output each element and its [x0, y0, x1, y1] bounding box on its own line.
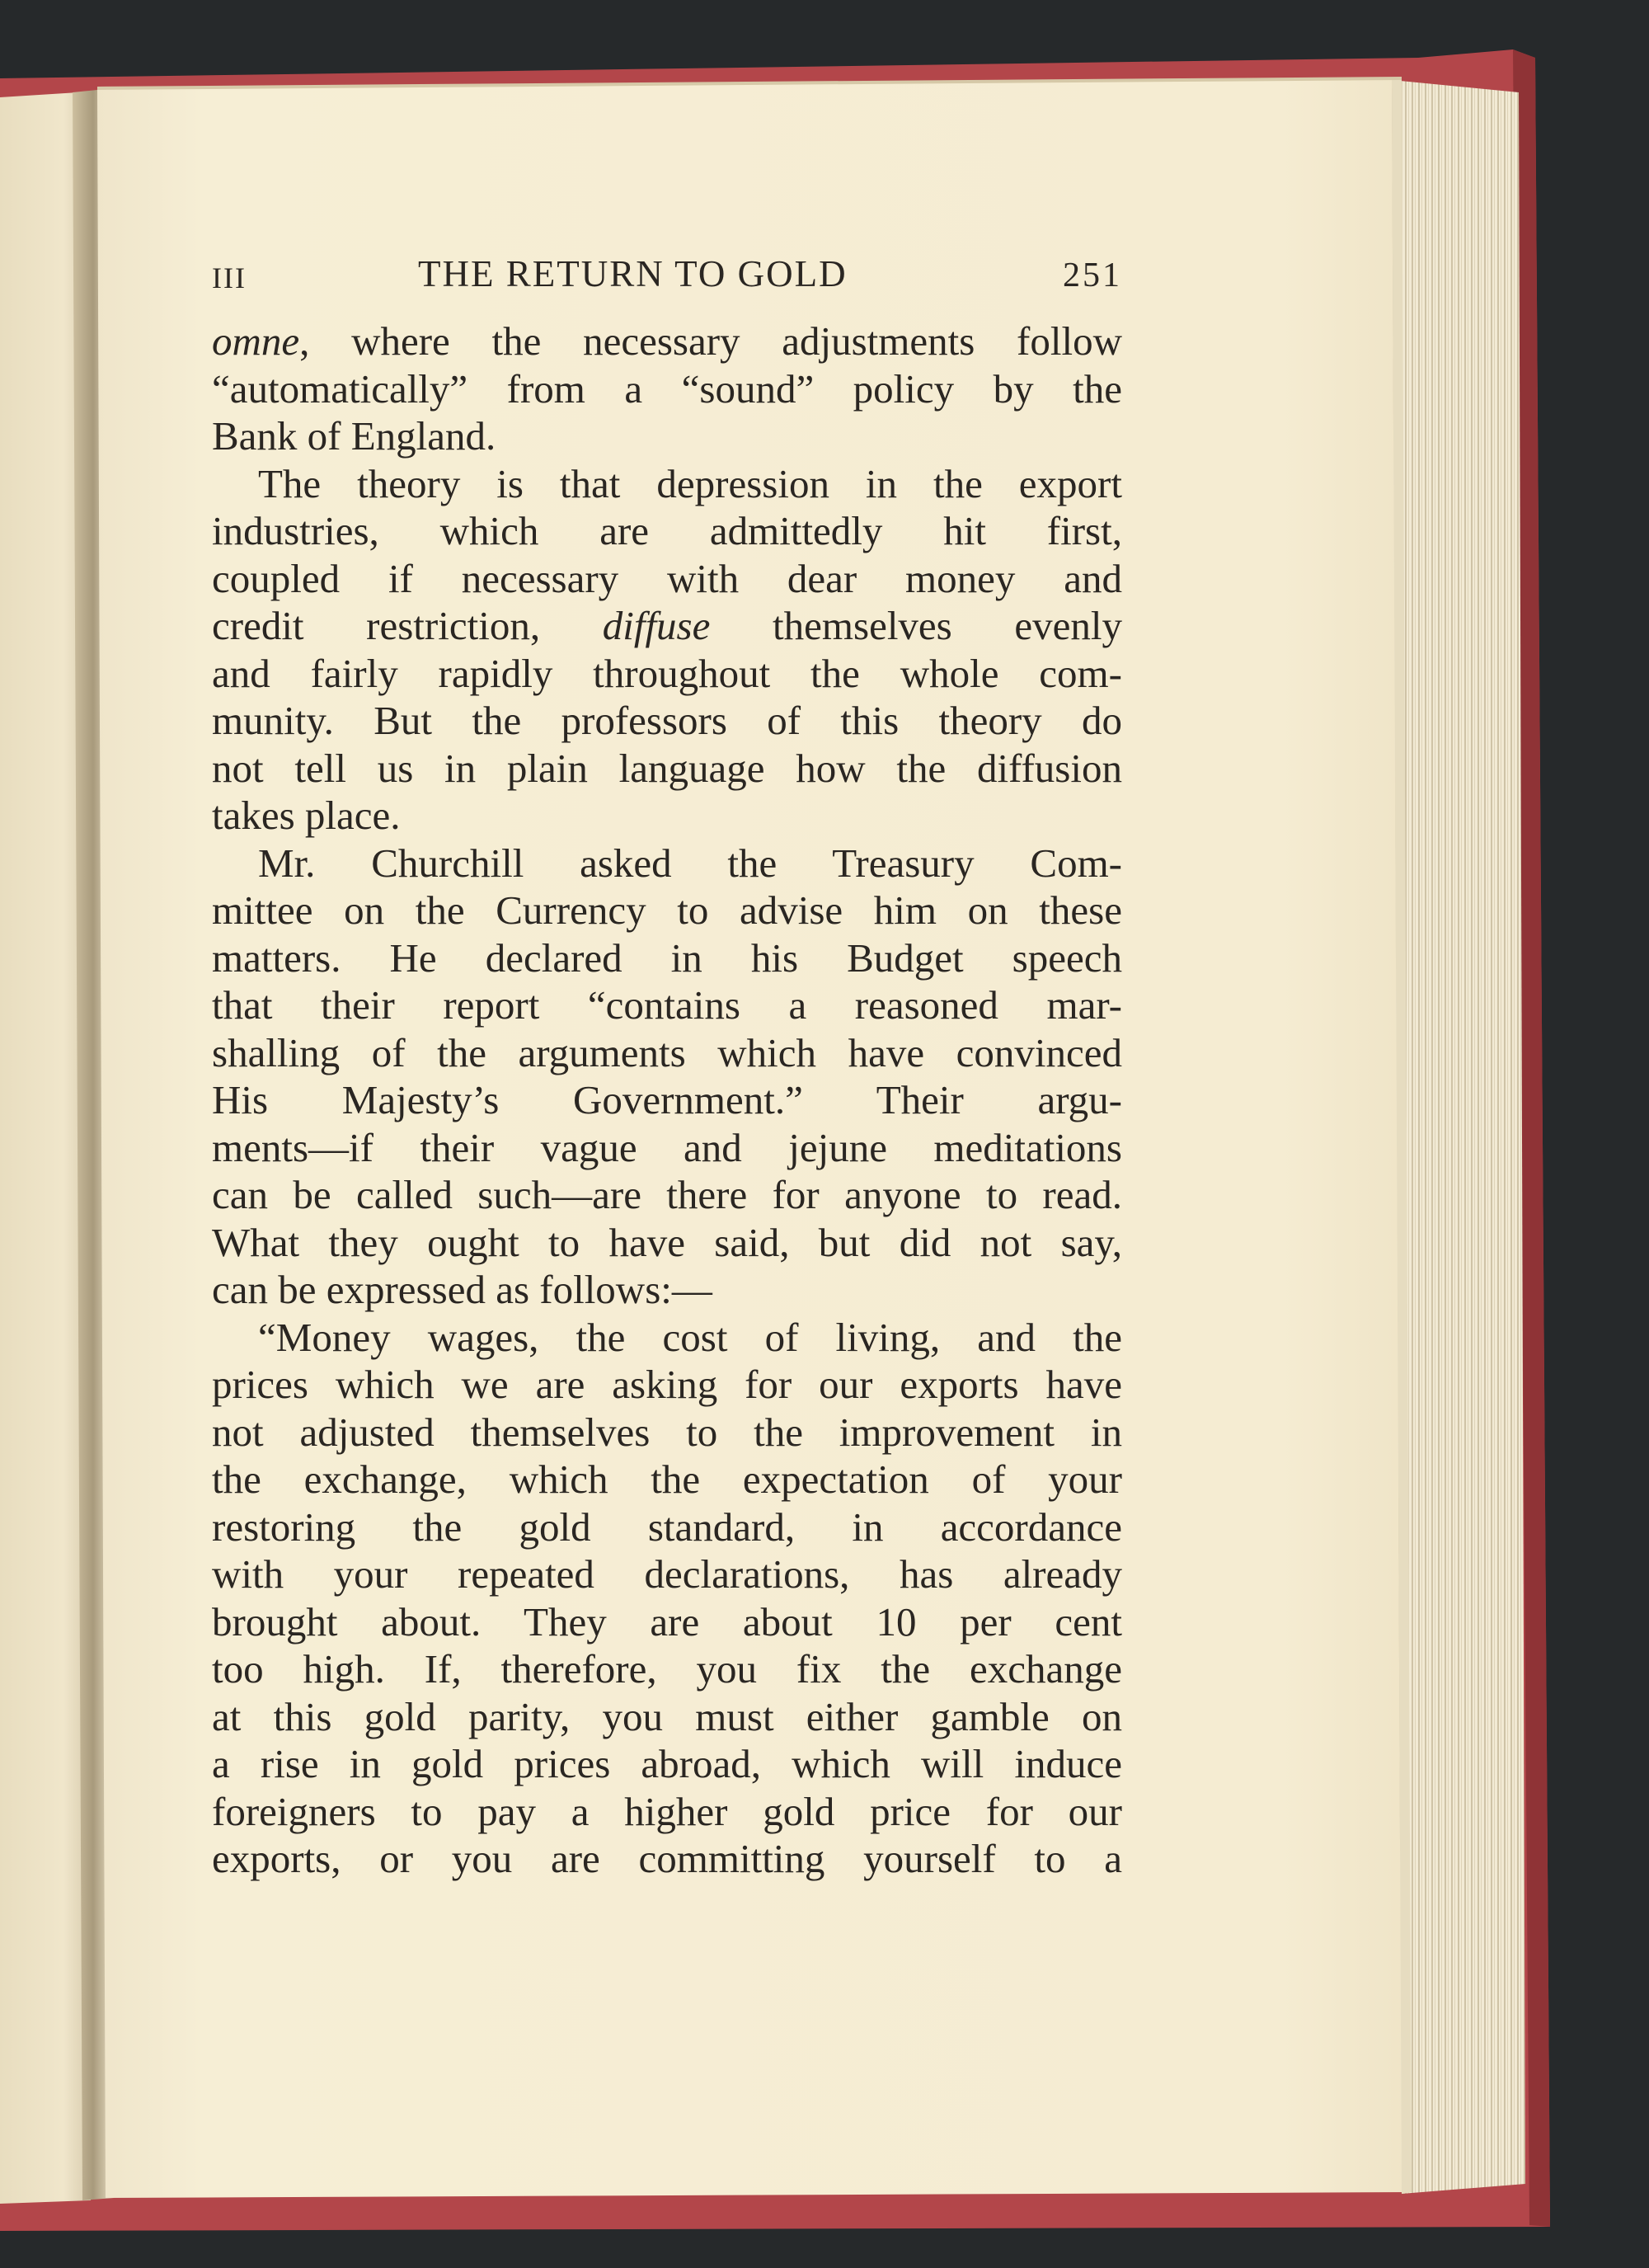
running-title: THE RETURN TO GOLD	[418, 253, 848, 294]
text-line: shalling of the arguments which have convinced	[212, 1029, 1122, 1075]
text-line: matters. He declared in his Budget speech	[212, 934, 1122, 981]
text-line: “automatically” from a “sound” policy by the	[212, 365, 1122, 412]
text-line: takes place.	[212, 793, 401, 838]
text-line: ments—if their vague and jejune meditations	[212, 1124, 1122, 1170]
italic-word: diffuse	[602, 603, 711, 648]
text-line: prices which we are asking for our exports have	[212, 1362, 1122, 1407]
text-line: exports, or you are committing yourself to a	[212, 1836, 1122, 1881]
text-line: coupled if necessary with dear money and	[212, 555, 1122, 601]
text-line: foreigners to pay a higher gold price for our	[212, 1788, 1122, 1834]
section-marker: III	[212, 261, 247, 294]
text-line: too high. If, therefore, you fix the exchange	[212, 1646, 1122, 1692]
text-line: His Majesty’s Government.” Their argu-	[212, 1077, 1122, 1122]
text-line: credit restriction, diffuse themselves evenly	[212, 603, 1122, 648]
text-line: and fairly rapidly throughout the whole com-	[212, 650, 1122, 696]
paragraph-start: “Money wages, the cost of living, and the	[258, 1314, 1122, 1360]
running-head	[212, 252, 1122, 302]
text-line: with your repeated declarations, has already	[212, 1551, 1122, 1597]
text-line: can be expressed as follows:—	[212, 1267, 712, 1312]
text-line: not adjusted themselves to the improvement in	[212, 1409, 1122, 1455]
text-line: not tell us in plain language how the diffusion	[212, 745, 1122, 791]
text-line: that their report “contains a reasoned mar-	[212, 982, 1122, 1028]
text-line: omne, where the necessary adjustments follow	[212, 318, 1122, 364]
text-line: at this gold parity, you must either gamble on	[212, 1693, 1122, 1739]
text-line: mittee on the Currency to advise him on these	[212, 887, 1122, 933]
text-line: the exchange, which the expectation of your	[212, 1456, 1122, 1502]
paragraph-start: The theory is that depression in the export	[258, 460, 1122, 506]
body-text	[212, 318, 1122, 1883]
page-number: 251	[1063, 256, 1122, 294]
text-line: restoring the gold standard, in accordance	[212, 1503, 1122, 1550]
text-line: What they ought to have said, but did not say,	[212, 1219, 1122, 1265]
paragraph-start: Mr. Churchill asked the Treasury Com-	[258, 840, 1122, 886]
text-line: can be called such—are there for anyone to read.	[212, 1172, 1122, 1217]
text-line: brought about. They are about 10 per cent	[212, 1598, 1122, 1645]
text-line: a rise in gold prices abroad, which will induce	[212, 1741, 1122, 1786]
text-line: industries, which are admittedly hit first,	[212, 508, 1122, 553]
text-line: Bank of England.	[212, 413, 496, 459]
text-line: munity. But the professors of this theory do	[212, 698, 1122, 743]
italic-word: omne	[212, 318, 300, 364]
